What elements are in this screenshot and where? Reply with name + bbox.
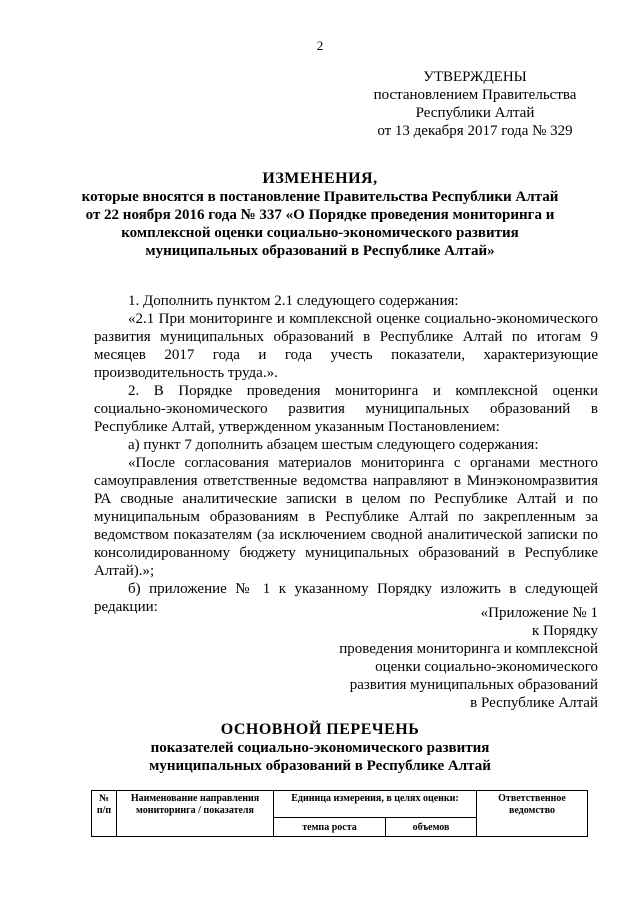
paragraph-2: «2.1 При мониторинге и комплексной оценке социально-экономического развития муниципальных образований в Республике Алтай по итогам 9 месяцев 2017 года и года учесть показатели, характеризующие производительность труда.».	[94, 311, 598, 381]
paragraph-1: 1. Дополнить пунктом 2.1 следующего содержания:	[128, 293, 459, 309]
header-cell-growth: темпа роста	[274, 818, 386, 837]
list-title-line: муниципальных образований в Республике Алтай	[149, 758, 491, 774]
header-cell-name: Наименование направления мониторинга / показателя	[117, 791, 274, 837]
indicators-table	[91, 790, 588, 837]
appendix-line: оценки социально-экономического	[375, 659, 598, 675]
title-line: муниципальных образований в Республике Алтай»	[145, 243, 495, 259]
paragraph-6: б) приложение № 1 к указанному Порядку изложить в следующей редакции:	[94, 581, 598, 615]
paragraph-4: а) пункт 7 дополнить абзацем шестым следующего содержания:	[128, 437, 539, 453]
header-cell-volume: объемов	[386, 818, 477, 837]
list-title	[60, 721, 580, 775]
list-title-line: показателей социально-экономического развития	[150, 740, 490, 756]
approval-line: Республики Алтай	[415, 105, 535, 121]
title-line: которые вносятся в постановление Правительства Республики Алтай	[81, 189, 559, 205]
title-line: от 22 ноября 2016 года № 337 «О Порядке проведения мониторинга и	[85, 207, 555, 223]
paragraph-5: «После согласования материалов мониторинга с органами местного самоуправления ответственные ведомства направляют в Минэкономразвития РА сводные аналитические записки в целом по Республике Алтай и по муниципальным образованиям в Республике Алтай по закрепленным за ведомством показателям (за исключением сводной аналитической записки по консолидированному бюджету муниципальных образований в Республике Алтай).»;	[94, 455, 598, 579]
appendix-line: проведения мониторинга и комплексной	[339, 641, 598, 657]
approval-date: от 13 декабря 2017 года № 329	[377, 123, 573, 139]
approval-heading: УТВЕРЖДЕНЫ	[423, 69, 527, 85]
appendix-line: в Республике Алтай	[470, 695, 598, 711]
appendix-line: к Порядку	[532, 623, 598, 639]
page-number: 2	[316, 38, 324, 53]
approval-block	[360, 68, 590, 140]
header-cell-agency: Ответственное ведомство	[477, 791, 588, 837]
list-heading: ОСНОВНОЙ ПЕРЕЧЕНЬ	[220, 721, 420, 738]
paragraph-3: 2. В Порядке проведения мониторинга и комплексной оценки социально-экономического развития муниципальных образований в Республике Алтай, утвержденном указанным Постановлением:	[94, 383, 598, 435]
approval-line: постановлением Правительства	[373, 87, 577, 103]
appendix-line: «Приложение № 1	[480, 605, 598, 621]
document-title	[60, 170, 580, 260]
appendix-reference	[300, 604, 598, 712]
document-body	[94, 292, 598, 616]
header-cell-unit: Единица измерения, в целях оценки:	[274, 791, 477, 818]
title-line: комплексной оценки социально-экономического развития	[121, 225, 519, 241]
header-cell-number: № п/п	[92, 791, 117, 837]
appendix-line: развития муниципальных образований	[349, 677, 598, 693]
title-heading: ИЗМЕНЕНИЯ,	[262, 170, 378, 187]
